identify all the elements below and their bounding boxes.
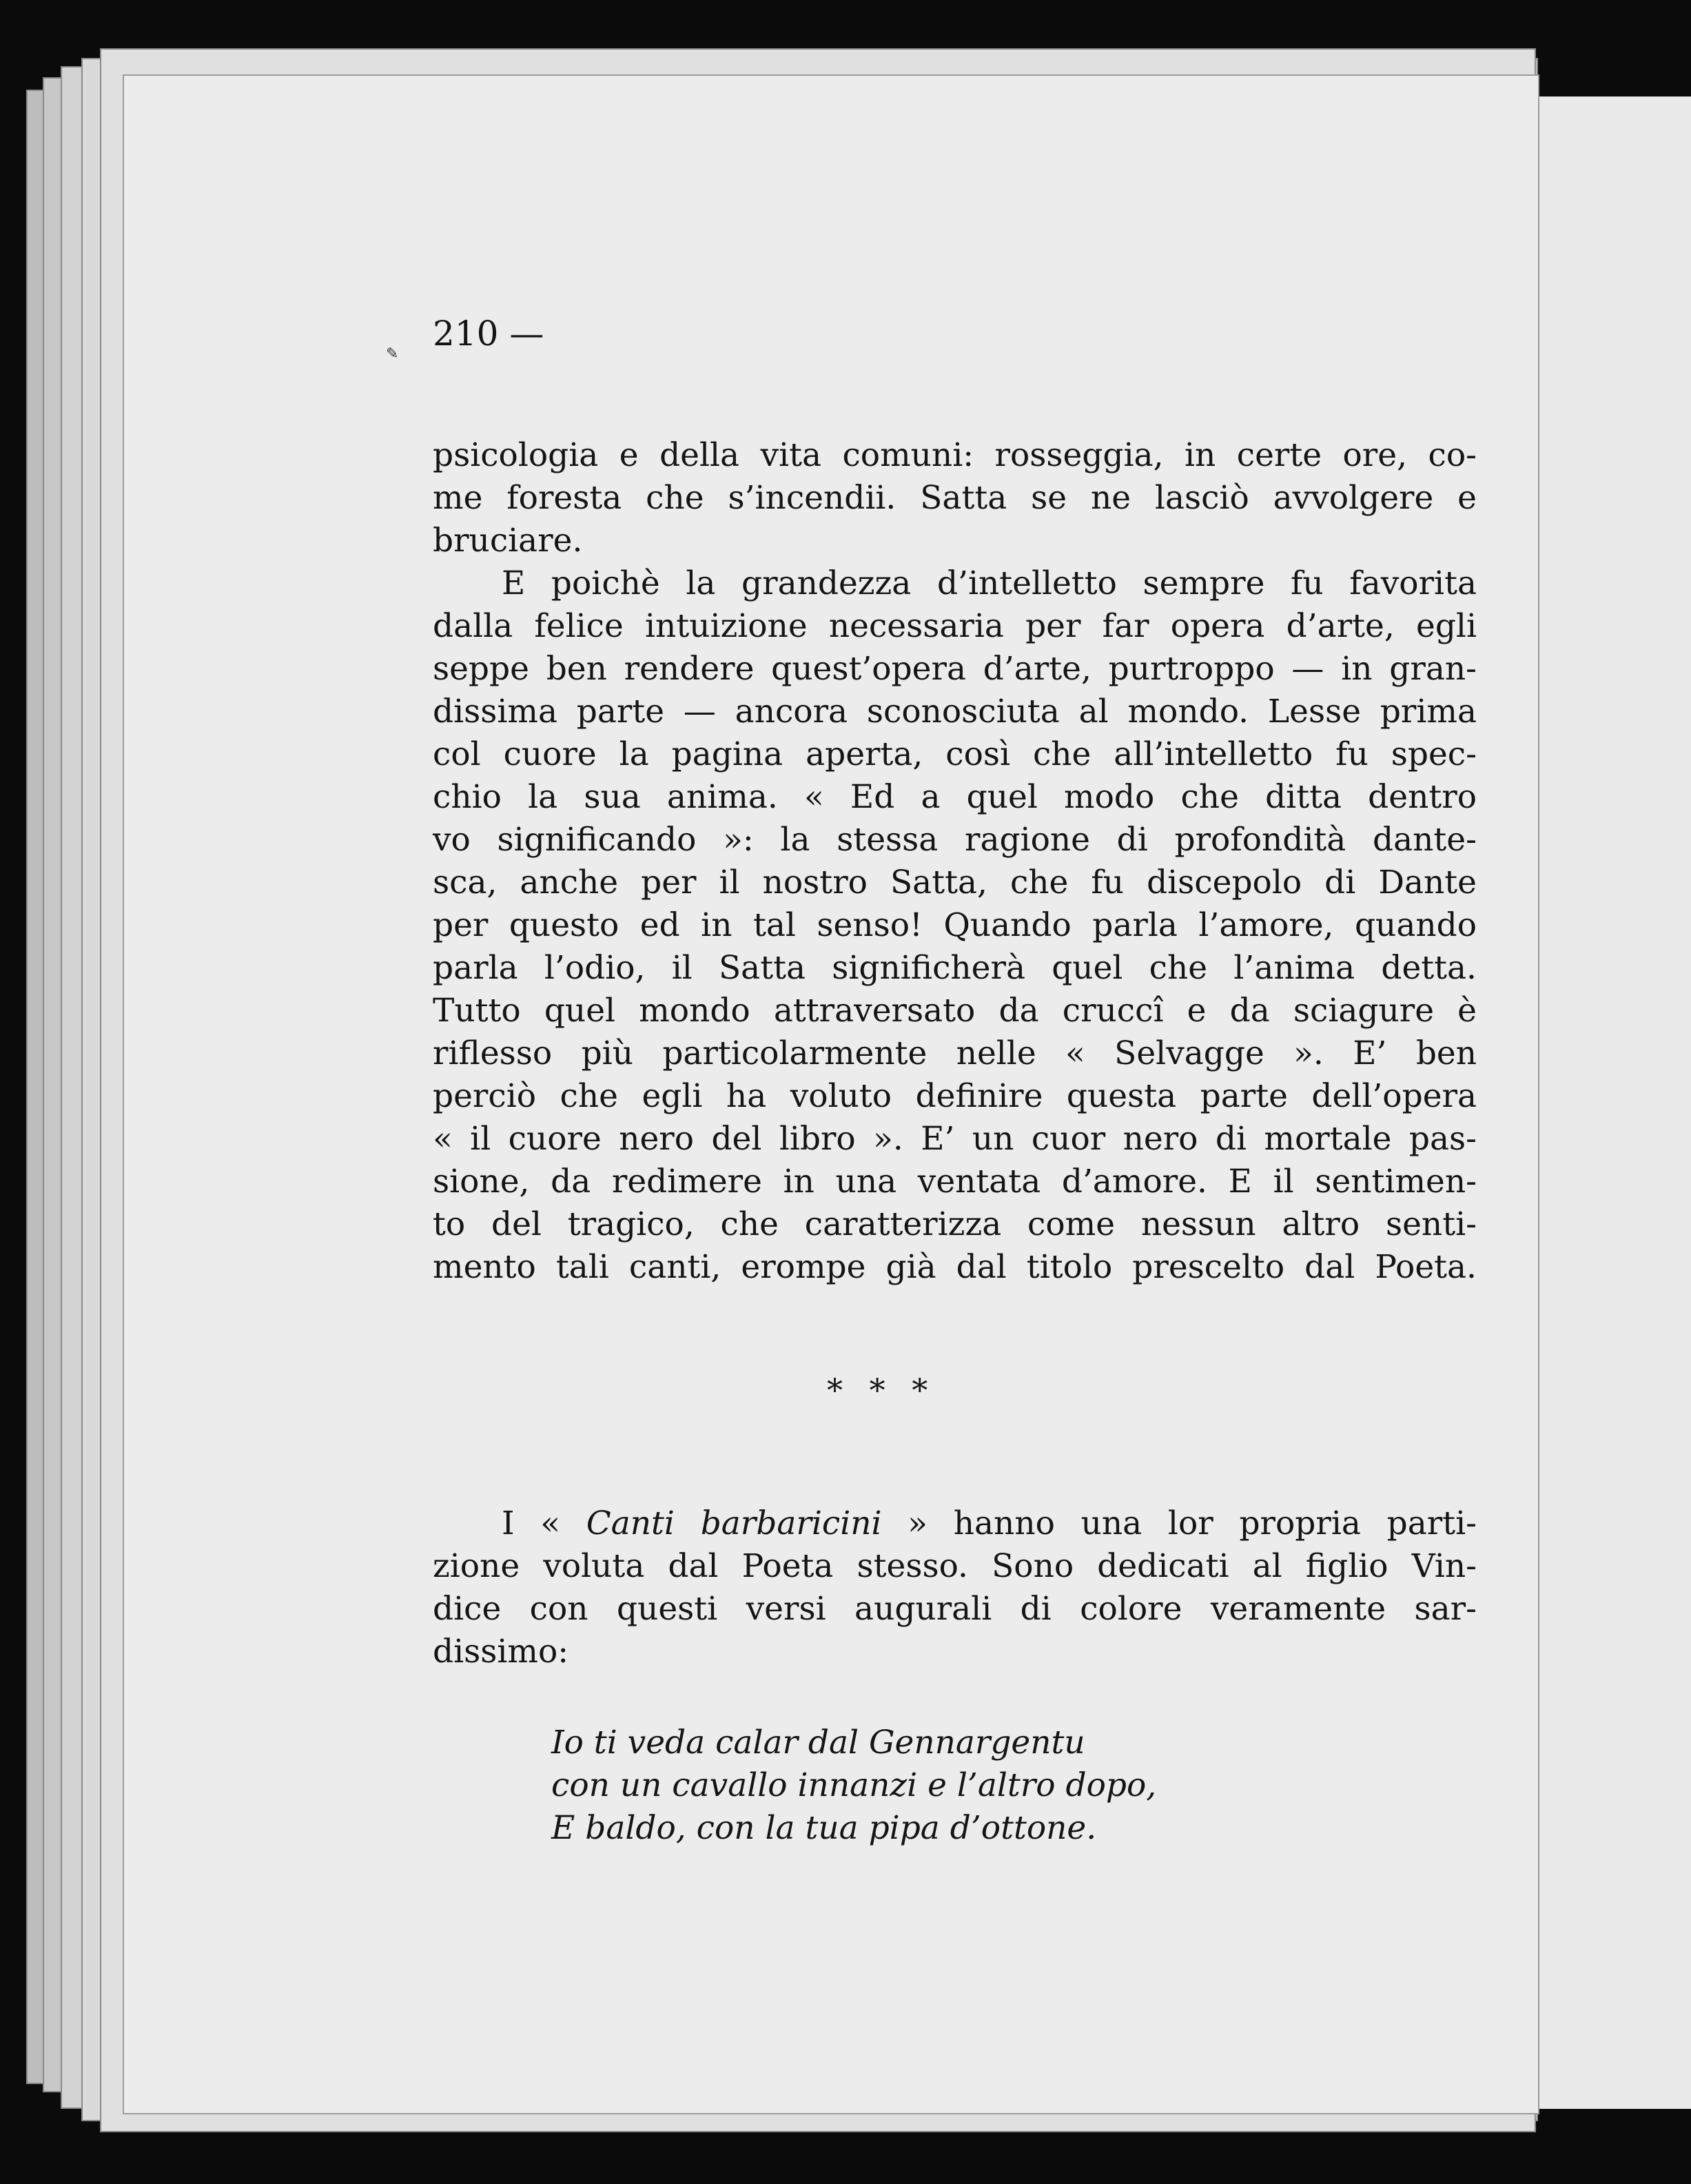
text-line: perciò che egli ha voluto definire questa parte dell’opera	[433, 1077, 1477, 1115]
text-line: col cuore la pagina aperta, così che all’intelletto fu spec-	[433, 735, 1477, 773]
text-line: parla l’odio, il Satta significherà quel che l’anima detta.	[433, 949, 1477, 987]
section-separator: * * *	[827, 1371, 936, 1409]
text-line: me foresta che s’incendii. Satta se ne lasciò avvolgere e	[433, 479, 1477, 517]
text-line: to del tragico, che caratterizza come nessun altro senti-	[433, 1205, 1477, 1243]
text-line: dissima parte — ancora sconosciuta al mondo. Lesse prima	[433, 693, 1477, 731]
text-line: dissimo:	[433, 1633, 569, 1671]
text-line: zione voluta dal Poeta stesso. Sono dedicati al figlio Vin-	[433, 1547, 1477, 1585]
verse-line: con un cavallo innanzi e l’altro dopo,	[551, 1766, 1157, 1804]
text-line: per questo ed in tal senso! Quando parla l’amore, quando	[433, 906, 1477, 944]
text-line: dice con questi versi augurali di colore veramente sar-	[433, 1590, 1477, 1628]
page-number: 210 —	[433, 314, 544, 354]
text-line: riflesso più particolarmente nelle « Selvagge ». E’ ben	[433, 1034, 1477, 1072]
text-line: bruciare.	[433, 522, 583, 560]
text-line: mento tali canti, erompe già dal titolo prescelto dal Poeta.	[433, 1248, 1477, 1286]
text-line: sione, da redimere in una ventata d’amore. E il sentimen-	[433, 1163, 1477, 1201]
text-line: vo significando »: la stessa ragione di profondità dante-	[433, 821, 1477, 859]
text-fragment: I «	[502, 1504, 586, 1542]
book-page	[123, 74, 1539, 2114]
text-line: chio la sua anima. « Ed a quel modo che ditta dentro	[433, 778, 1477, 816]
text-line: E poichè la grandezza d’intelletto sempre fu favorita	[502, 564, 1477, 602]
text-line: psicologia e della vita comuni: rosseggia, in certe ore, co-	[433, 436, 1477, 474]
text-line: sca, anche per il nostro Satta, che fu discepolo di Dante	[433, 864, 1477, 901]
text-line: dalla felice intuizione necessaria per far opera d’arte, egli	[433, 607, 1477, 645]
verse-line: Io ti veda calar dal Gennargentu	[551, 1724, 1085, 1762]
ink-mark: ✎	[386, 345, 399, 362]
text-line: « il cuore nero del libro ». E’ un cuor nero di mortale pas-	[433, 1120, 1477, 1158]
work-title: Canti barbaricini	[586, 1504, 882, 1542]
facing-page-edge	[1534, 96, 1691, 2109]
text-line: seppe ben rendere quest’opera d’arte, purtroppo — in gran-	[433, 650, 1477, 688]
text-fragment: » hanno una lor propria parti-	[881, 1504, 1477, 1542]
text-line: Tutto quel mondo attraversato da cruccî e da sciagure è	[433, 992, 1477, 1030]
verse-line: E baldo, con la tua pipa d’ottone.	[551, 1809, 1097, 1847]
text-line-with-title	[502, 1502, 1477, 1545]
